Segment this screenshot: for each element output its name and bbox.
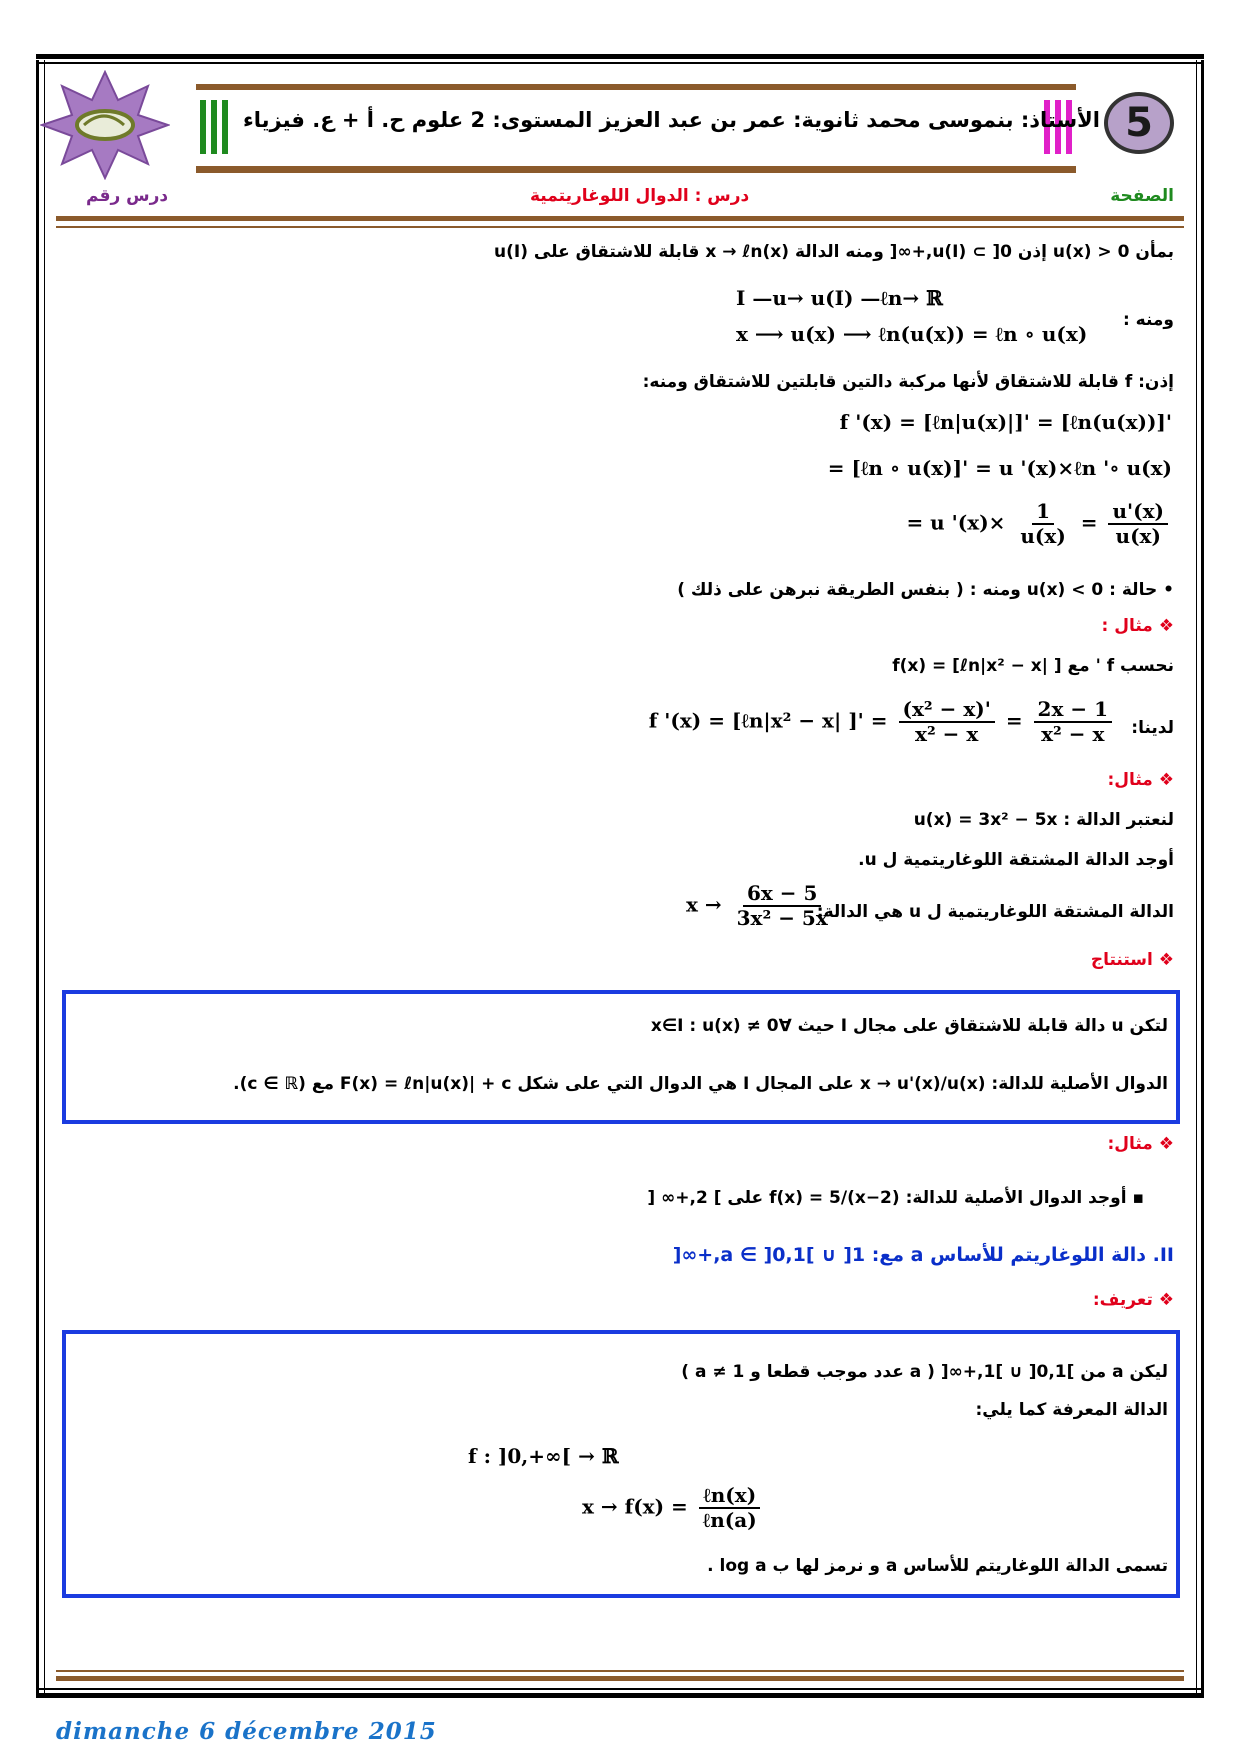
ex2-function: x → $\frac{6x - 5}{\text{3x² − 5x}}$: [686, 881, 828, 930]
frame-right-inner: [1196, 60, 1197, 1694]
p1-math-a: I —u→ u(I) —ℓn→ ℝ: [736, 286, 943, 310]
lesson-number-label: درس رقم: [86, 186, 169, 206]
case-text: • حالة : u(x) < 0 ومنه : ( بنفس الطريقة نبرهن على ذلك ): [677, 580, 1174, 600]
p1-math-b: x ⟶ u(x) ⟶ ℓn(u(x)) = ℓn ∘ u(x): [736, 322, 1088, 346]
frame-top-thin: [36, 62, 1204, 64]
example1-heading: ❖ مثال :: [1101, 616, 1174, 636]
lesson-number-badge: 5: [1104, 92, 1174, 154]
logo-star-icon: [40, 70, 170, 184]
ex2-line3: الدالة المشتقة اللوغاريتمية ل u هي الدالة:: [816, 902, 1174, 922]
conclusion-box: [62, 990, 1180, 1124]
example2-heading: ❖ مثال:: [1107, 770, 1174, 790]
frame-left: [36, 60, 39, 1694]
box2-math2: x → f(x) = $\frac{\text{ℓn(x)}}{\text{ℓn(a)}}$: [582, 1484, 765, 1532]
box2-math1: f : ]0,+∞[ → ℝ: [468, 1444, 619, 1468]
box2-line2: الدالة المعرفة كما يلي:: [975, 1400, 1168, 1420]
p1-wamnh: ومنه :: [1122, 310, 1174, 330]
box2-line1: ليكن a من ]0,1[ ∪ ]1,+∞[ ( a عدد موجب قطعا و a ≠ 1 ): [681, 1362, 1168, 1382]
section2-title: II. دالة اللوغاريتم للأساس a مع: a ∈ ]0,1[ ∪ ]1,+∞[: [672, 1244, 1174, 1266]
divider-thick: [56, 216, 1184, 221]
frame-bottom-thick: [36, 1693, 1204, 1698]
ex2-line2: أوجد الدالة المشتقة اللوغاريتمية ل u.: [858, 850, 1174, 870]
green-stripes: [200, 100, 228, 154]
p2-eq1: f '(x) = [ℓn|u(x)|]' = [ℓn(u(x))]': [839, 410, 1172, 434]
example3-heading: ❖ مثال:: [1107, 1134, 1174, 1154]
ex1-label: لدينا:: [1131, 718, 1174, 738]
frame-bottom-thin: [36, 1688, 1204, 1690]
lesson-title: درس : الدوال اللوغاريتمية: [530, 186, 750, 206]
divider-thin: [56, 226, 1184, 228]
frame-right: [1201, 60, 1204, 1694]
ex3-line: ▪ أوجد الدوال الأصلية للدالة: f(x) = 5/(x−2) على ] 2,+∞ [: [647, 1188, 1144, 1208]
footer-divider-thick: [56, 1676, 1184, 1681]
p2-eq3: = u '(x)× $\frac{1}{u(x)}$ = $\frac{u'(x)}{u(x)}$: [906, 500, 1172, 548]
ex2-line1: لنعتبر الدالة : u(x) = 3x² − 5x: [913, 810, 1174, 830]
frame-top-thick: [36, 54, 1204, 59]
p2-text: إذن: f قابلة للاشتقاق لأنها مركبة دالتين قابلتين للاشتقاق ومنه:: [642, 372, 1174, 392]
frame-left-inner: [44, 60, 45, 1694]
footer-date: dimanche 6 décembre 2015: [56, 1718, 437, 1745]
ex1-equation: f '(x) = [ℓn|x² − x| ]' = $\frac{\text{(x² − x)'}}{\text{x² − x}}$ = $\frac{2x - 1}{\text{x² − x}}$: [649, 698, 1116, 746]
conclusion-heading: ❖ استنتاج: [1090, 950, 1174, 970]
box1-line1: لتكن u دالة قابلة للاشتقاق على مجال I حيث ∀x∈I : u(x) ≠ 0: [650, 1016, 1168, 1036]
page-label: الصفحة: [1110, 186, 1174, 206]
footer-divider-thin: [56, 1670, 1184, 1672]
p2-eq2: = [ℓn ∘ u(x)]' = u '(x)×ℓn '∘ u(x): [827, 456, 1172, 480]
header-title: الأستاذ: بنموسى محمد ثانوية: عمر بن عبد العزيز المستوى: 2 علوم ح. أ + ع. فيزياء: [243, 108, 1100, 132]
box1-line2: الدوال الأصلية للدالة: x → u'(x)/u(x) على المجال I هي الدوال التي على شكل F(x) = ℓn|u(x)| + c مع (c ∈ ℝ).: [233, 1074, 1168, 1094]
ex1-line1: نحسب f ' مع f(x) = [ℓn|x² − x| ]: [892, 656, 1174, 676]
p1-text: بمأن u(x) > 0 إذن u(I) ⊂ ]0,+∞[ ومنه الدالة x → ℓn(x) قابلة للاشتقاق على u(I): [494, 242, 1174, 262]
box2-line3: تسمى الدالة اللوغاريتم للأساس a و نرمز لها ب log a .: [707, 1556, 1168, 1576]
definition-heading: ❖ تعريف:: [1092, 1290, 1174, 1310]
definition-box: [62, 1330, 1180, 1598]
